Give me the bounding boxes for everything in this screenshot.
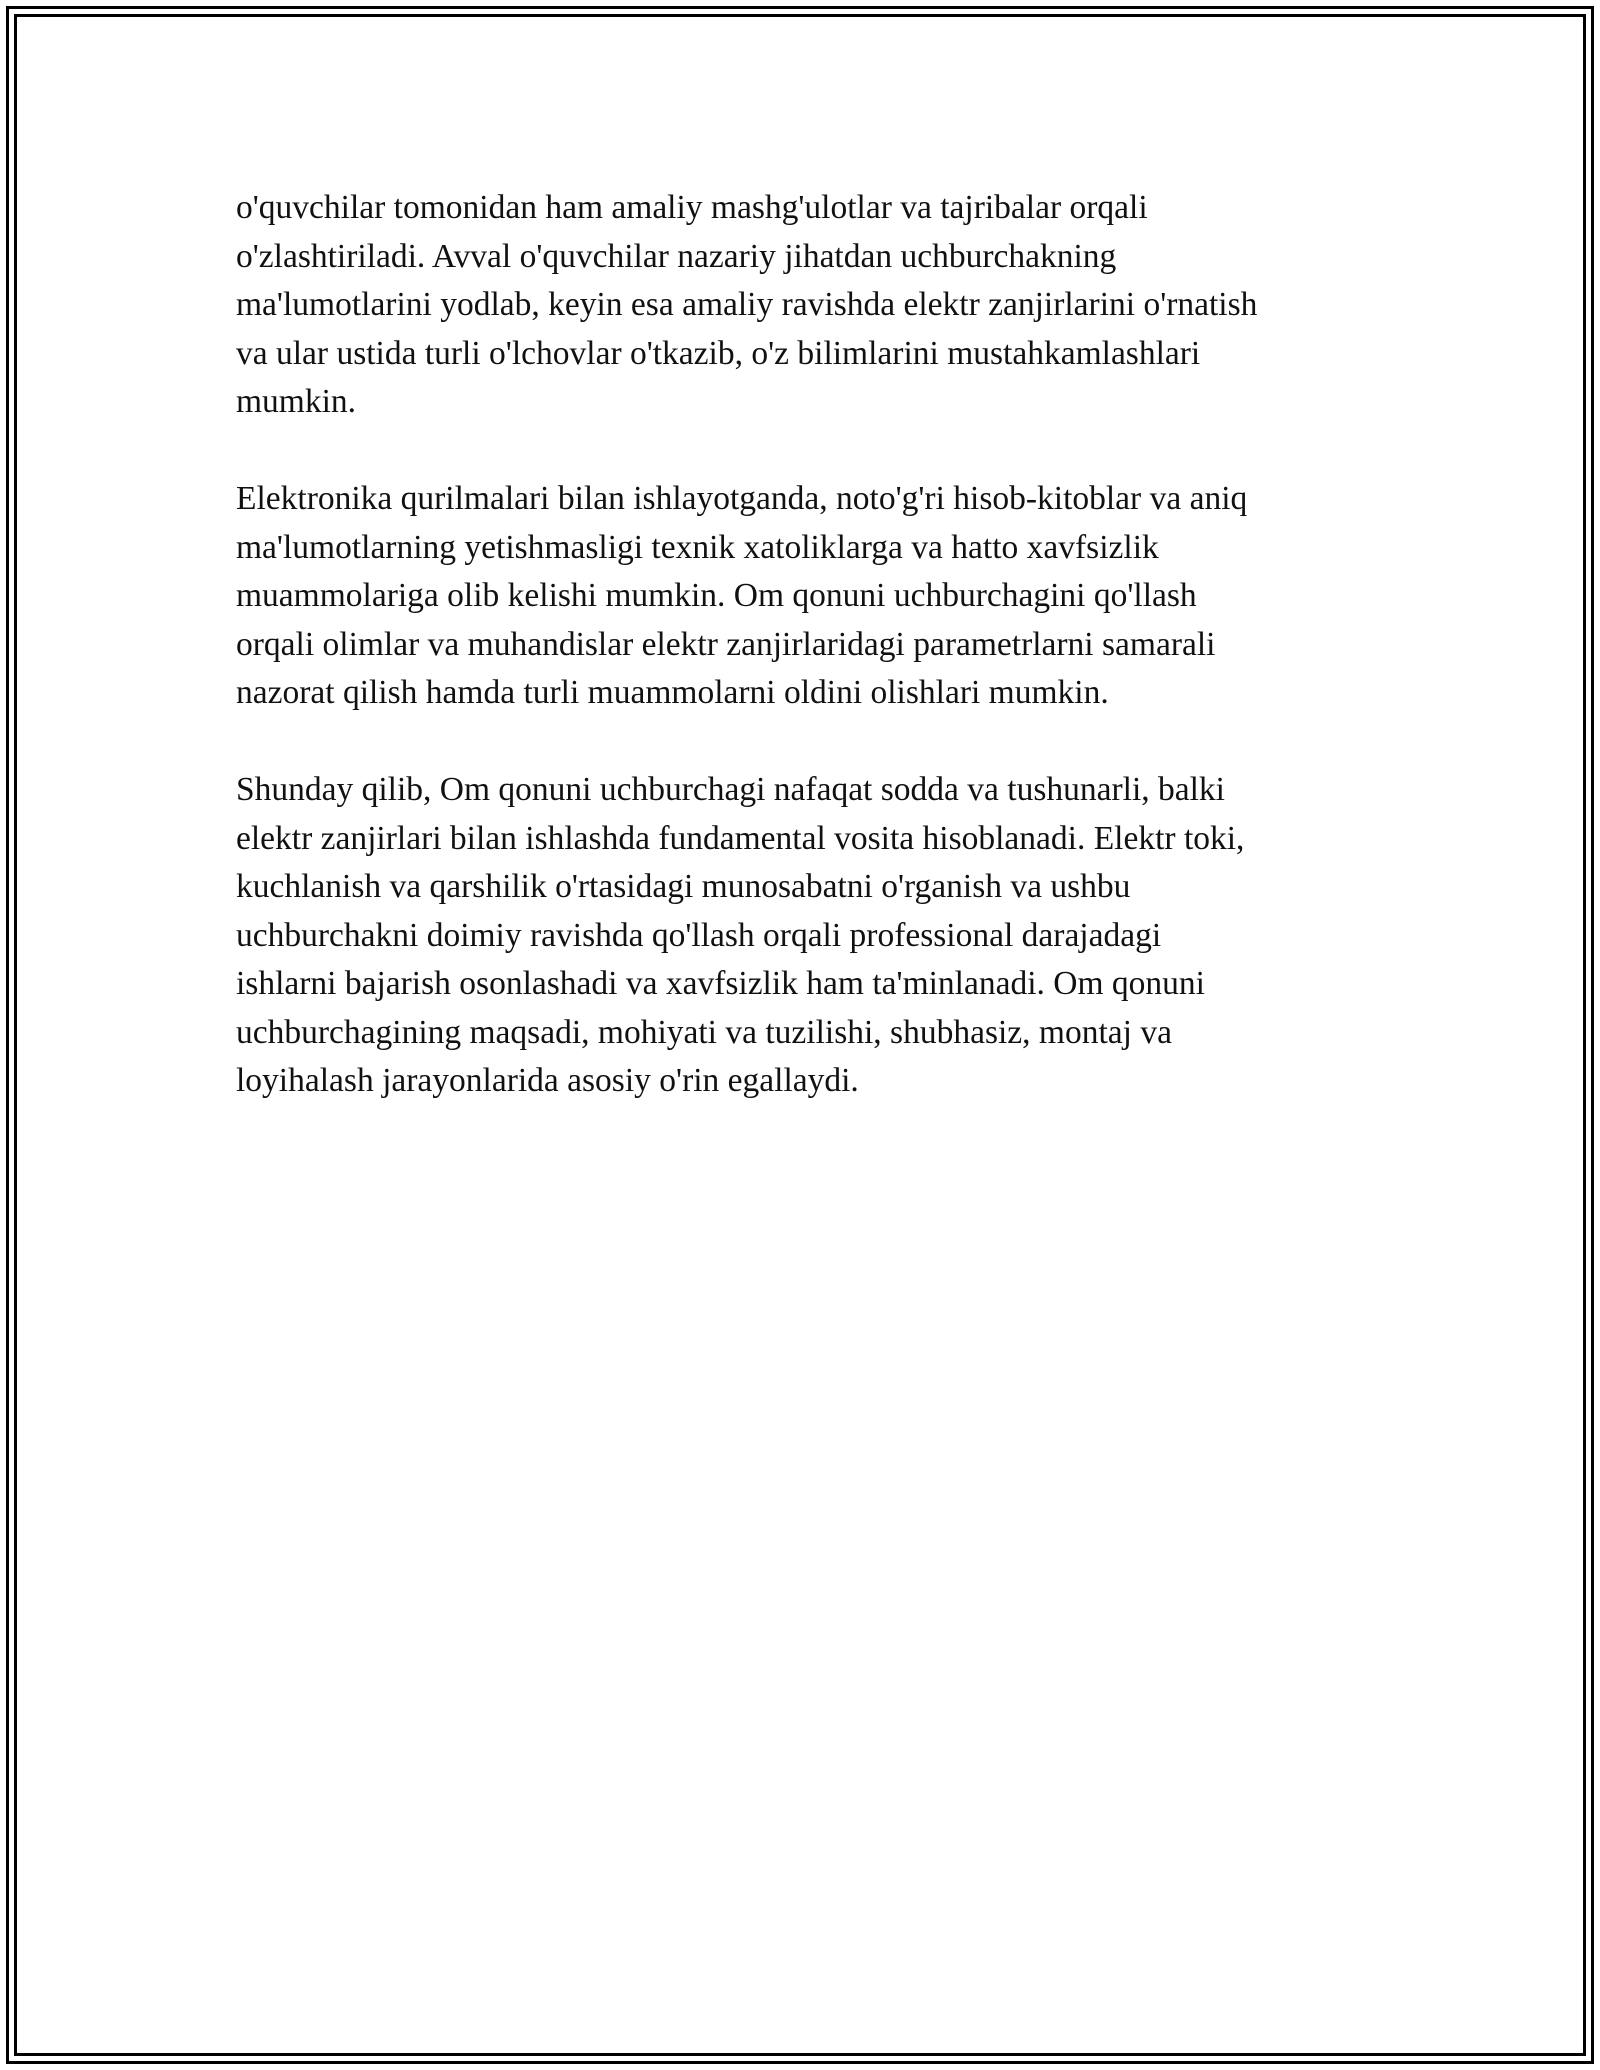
text-line: nazorat qilish hamda turli muammolarni oldini olishlari mumkin.	[236, 674, 1109, 711]
text-line: Shunday qilib, Om qonuni uchburchagi nafaqat sodda va tushunarli, balki	[236, 771, 1225, 808]
text-line: mumkin.	[236, 383, 357, 420]
text-line: uchburchagining maqsadi, mohiyati va tuzilishi, shubhasiz, montaj va	[236, 1013, 1172, 1051]
text-line: ma'lumotlarning yetishmasligi texnik xatoliklarga va hatto xavfsizlik	[236, 528, 1159, 566]
text-line: kuchlanish va qarshilik o'rtasidagi munosabatni o'rganish va ushbu	[236, 868, 1131, 905]
document-body	[236, 184, 1366, 1154]
text-line: muammolariga olib kelishi mumkin. Om qonuni uchburchagini qo'llash	[236, 577, 1197, 614]
text-line: o'quvchilar tomonidan ham amaliy mashg'ulotlar va tajribalar orqali	[236, 189, 1148, 226]
text-line: orqali olimlar va muhandislar elektr zanjirlaridagi parametrlarni samarali	[236, 625, 1216, 663]
paragraph-3	[236, 766, 1366, 1106]
paragraph-1	[236, 184, 1366, 427]
text-line: loyihalash jarayonlarida asosiy o'rin egallaydi.	[236, 1062, 859, 1099]
text-line: ma'lumotlarini yodlab, keyin esa amaliy ravishda elektr zanjirlarini o'rnatish	[236, 286, 1258, 323]
text-line: ishlarni bajarish osonlashadi va xavfsizlik ham ta'minlanadi. Om qonuni	[236, 965, 1205, 1002]
text-line: elektr zanjirlari bilan ishlashda fundamental vosita hisoblanadi. Elektr toki,	[236, 819, 1245, 857]
text-line: Elektronika qurilmalari bilan ishlayotganda, noto'g'ri hisob-kitoblar va aniq	[236, 480, 1248, 517]
text-line: o'zlashtiriladi. Avval o'quvchilar nazariy jihatdan uchburchakning	[236, 237, 1117, 275]
text-line: uchburchakni doimiy ravishda qo'llash orqali professional darajadagi	[236, 916, 1162, 954]
paragraph-2	[236, 475, 1366, 718]
text-line: va ular ustida turli o'lchovlar o'tkazib, o'z bilimlarini mustahkamlashlari	[236, 334, 1201, 372]
